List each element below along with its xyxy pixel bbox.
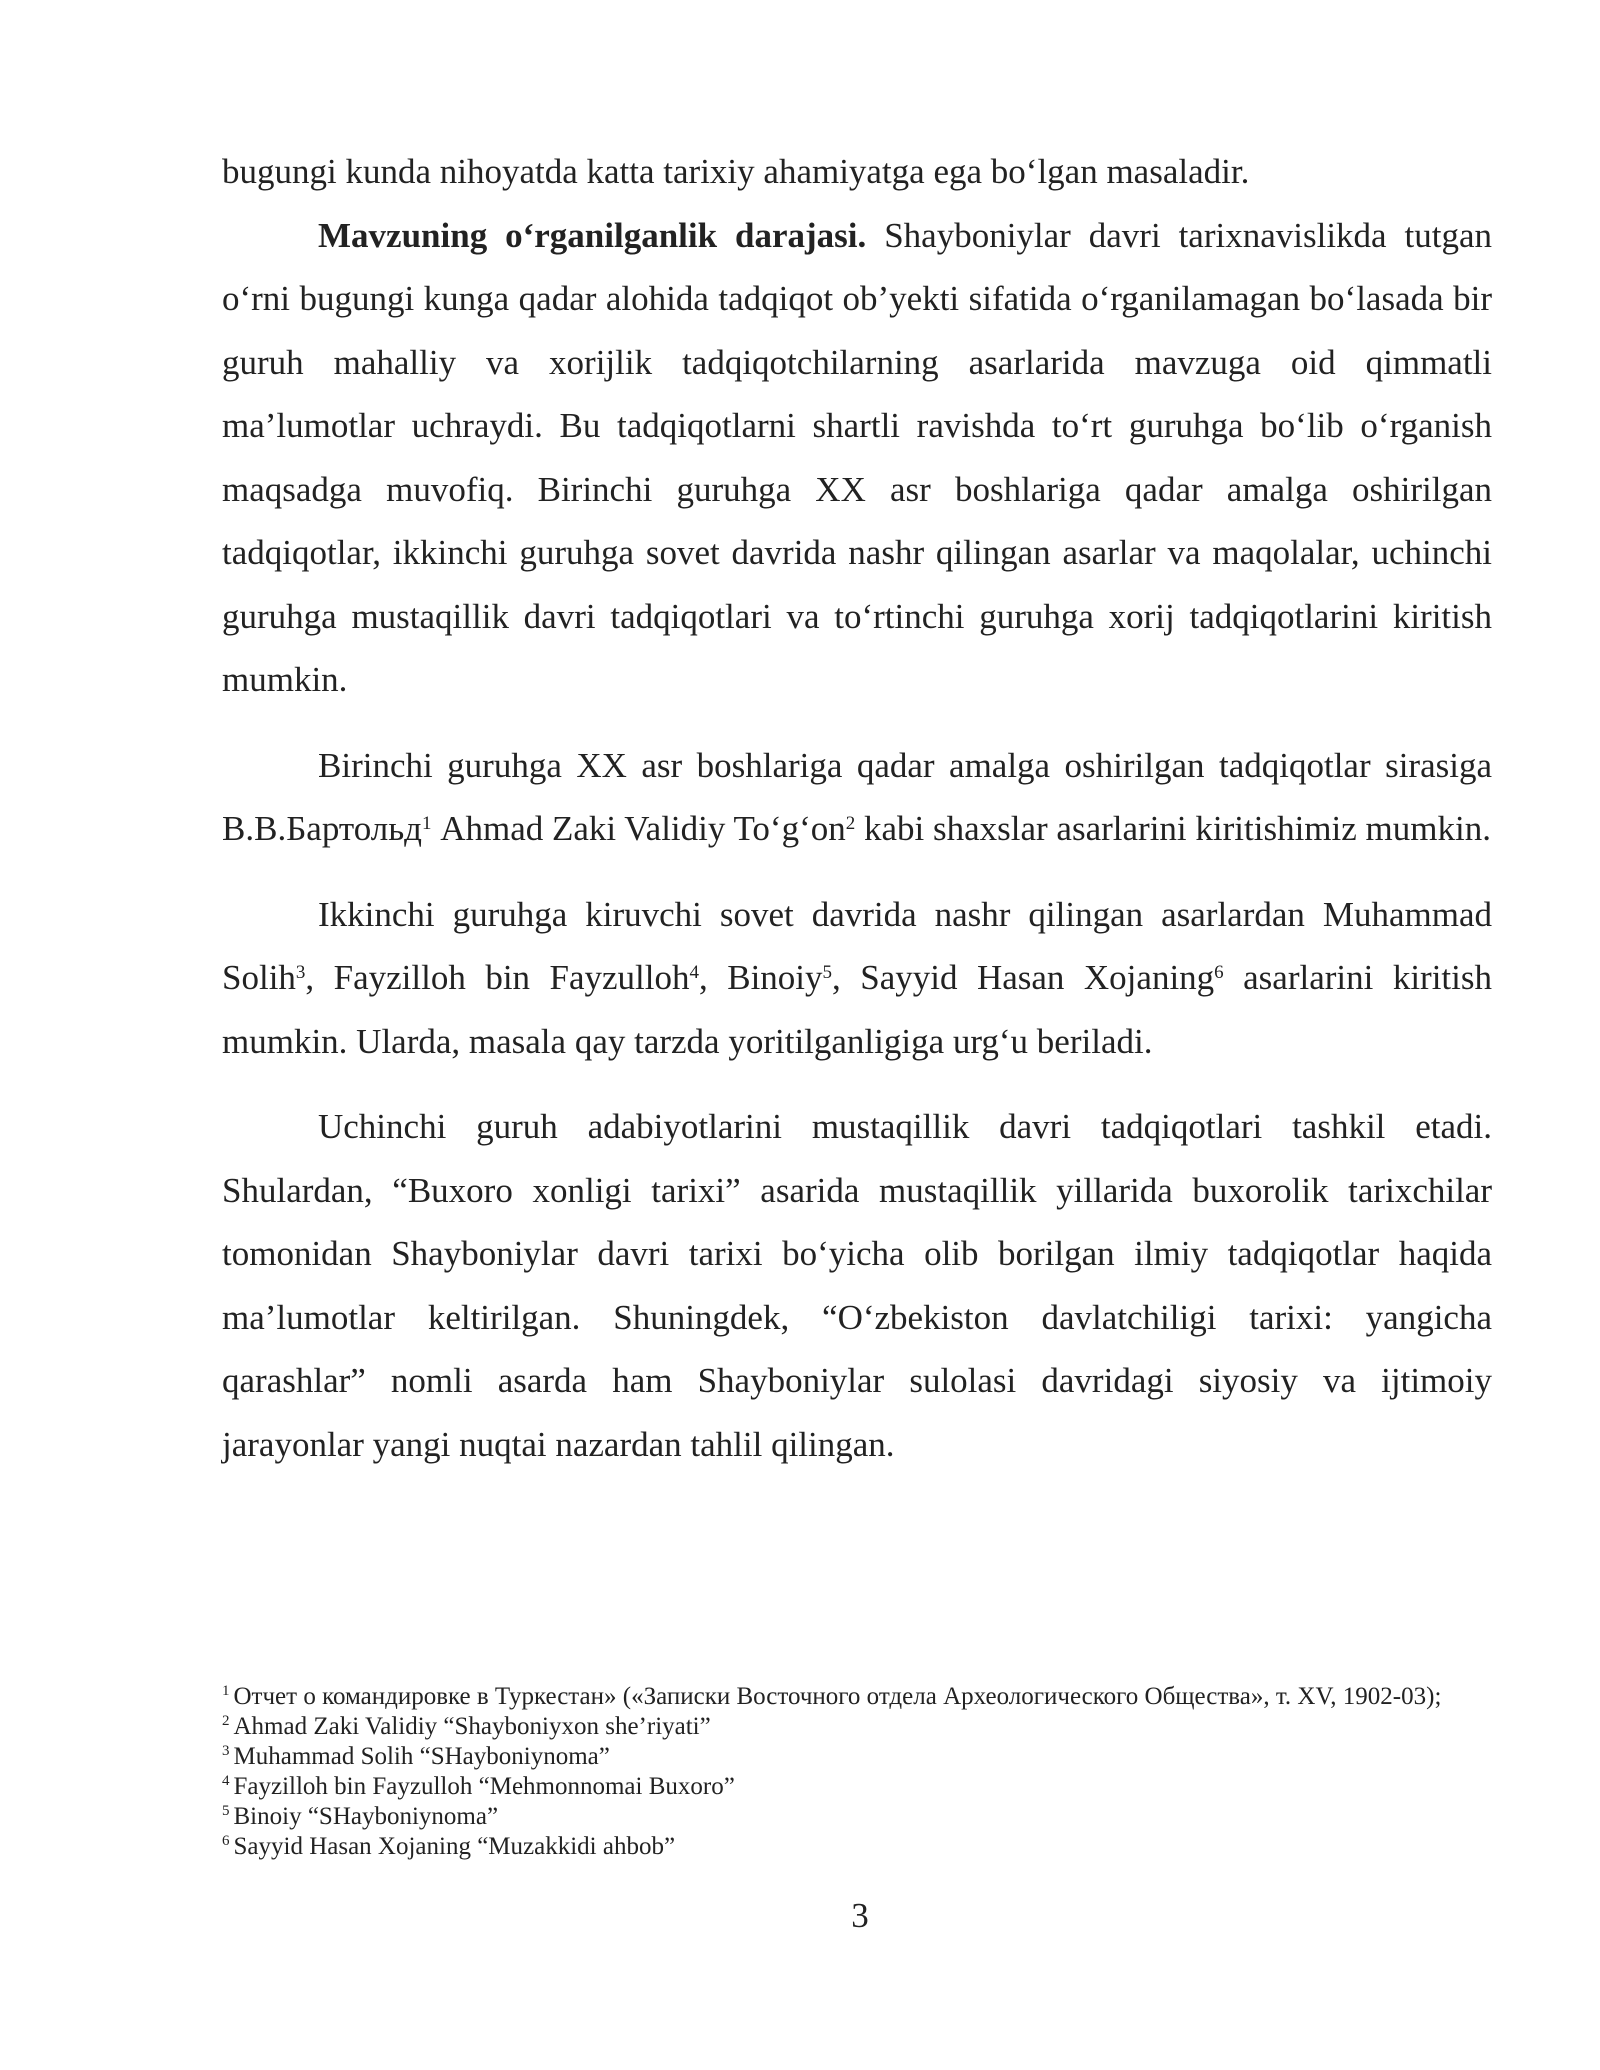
footnote-ref-2[interactable]: 2 [845,813,856,835]
footnote-ref-4[interactable]: 4 [689,962,700,984]
footnote-number: 1 [222,1682,230,1699]
paragraph-text: asarlarini kiritish mumkin. Ularda, masala qay tarzda yoritilganligiga urg‘u beriladi. [222,958,1492,1061]
footnote-text: Sayyid Hasan Xojaning “Muzakkidi ahbob” [233,1833,676,1860]
footnote-number: 2 [222,1712,230,1729]
footnote-ref-5[interactable]: 5 [822,962,833,984]
paragraph-text: Ikkinchi guruhga kiruvchi sovet davrida nashr qilingan asarlardan Muhammad Solih [222,894,1492,997]
body-text [222,140,1492,1476]
paragraph-first-group [222,734,1492,861]
paragraph-third-group: Uchinchi guruh adabiyotlarini mustaqillik davri tadqiqotlari tashkil etadi. Shulardan, “Buxoro xonligi tarixi” asarida mustaqillik yillarida buxorolik tarixchilar tomonidan Shayboniylar davri tarixi bo‘yicha olib borilgan ilmiy tadqiqotlar haqida ma’lumotlar keltirilgan. Shuningdek, “O‘zbekiston davlatchiligi tarixi: yangicha qarashlar” nomli asarda ham Shayboniylar sulolasi davridagi siyosiy va ijtimoiy jarayonlar yangi nuqtai nazardan tahlil qilingan. [222,1107,1492,1464]
footnote-number: 6 [222,1832,230,1849]
footnote-text: Binoiy “SHayboniynoma” [233,1803,499,1830]
footnote-text: Fayzilloh bin Fayzulloh “Mehmonnomai Buxoro” [233,1773,735,1800]
footnote-4 [222,1772,1492,1802]
footnote-ref-3[interactable]: 3 [295,962,306,984]
footnote-2 [222,1712,1492,1742]
footnote-ref-1[interactable]: 1 [421,813,432,835]
page-number: 3 [851,1896,869,1935]
footnote-6 [222,1832,1492,1862]
paragraph-continuation: bugungi kunda nihoyatda katta tarixiy ahamiyatga ega bo‘lgan masaladir. [222,152,1250,191]
paragraph-text: Shayboniylar davri tarixnavislikda tutgan o‘rni bugungi kunga qadar alohida tadqiqot ob’yekti sifatida o‘rganilamagan bo‘lasada bir guruh mahalliy va xorijlik tadqiqotchilarning asarlarida mavzuga oid qimmatli ma’lumotlar uchraydi. Bu tadqiqotlarni shartli ravishda to‘rt guruhga bo‘lib o‘rganish maqsadga muvofiq. Birinchi guruhga XX asr boshlariga qadar amalga oshirilgan tadqiqotlar, ikkinchi guruhga sovet davrida nashr qilingan asarlar va maqolalar, uchinchi guruhga mustaqillik davri tadqiqotlari va to‘rtinchi guruhga xorij tadqiqotlarini kiritish mumkin. [222,215,1492,699]
paragraph-text: , Binoiy [699,958,823,997]
paragraph-text: Birinchi guruhga XX asr boshlariga qadar amalga oshirilgan tadqiqotlar sirasiga В.В.Бартольд [222,745,1492,848]
section-heading: Mavzuning o‘rganilganlik darajasi. [318,215,867,255]
footnote-1 [222,1682,1492,1712]
footnote-number: 4 [222,1772,230,1789]
paragraph-text: , Sayyid Hasan Xojaning [832,958,1215,997]
footnote-5 [222,1802,1492,1832]
footnote-text: Отчет о командировке в Туркестан» («Записки Восточного отдела Археологического Общества», т. XV, 1902-03); [233,1683,1442,1710]
footnote-text: Muhammad Solih “SHayboniynoma” [233,1743,610,1770]
footnote-3 [222,1742,1492,1772]
paragraph-text: Ahmad Zaki Validiy To‘g‘on [431,809,846,848]
footnote-text: Ahmad Zaki Validiy “Shayboniyxon she’riyati” [233,1713,711,1740]
footnotes [222,1682,1492,1862]
footnote-ref-6[interactable]: 6 [1214,962,1224,984]
paragraph-second-group [222,883,1492,1074]
paragraph-text: , Fayzilloh bin Fayzulloh [305,958,690,997]
footnote-number: 3 [222,1742,230,1759]
paragraph-literature-review [222,204,1492,712]
paragraph-text: kabi shaxslar asarlarini kiritishimiz mumkin. [855,809,1491,848]
footnote-number: 5 [222,1802,230,1819]
